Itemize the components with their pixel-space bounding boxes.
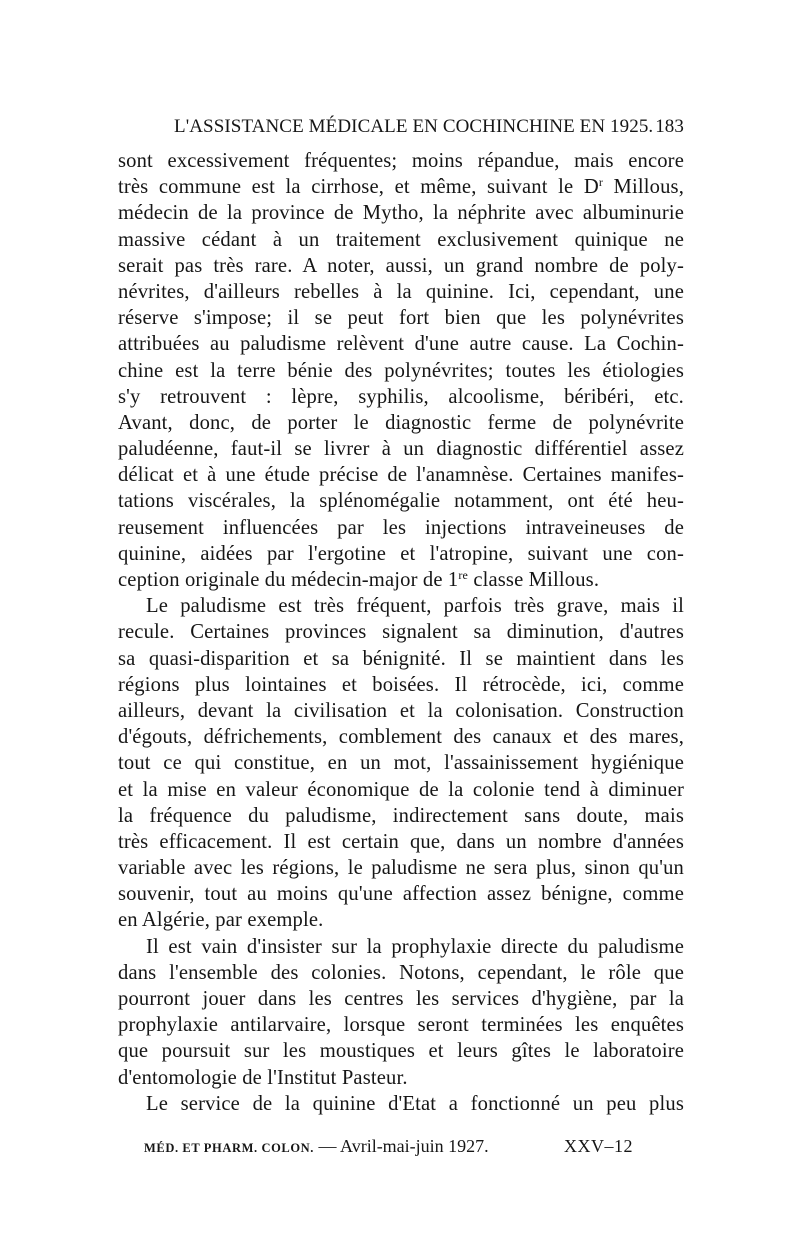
text-line: pourront jouer dans les centres les services d'hygiène, par la — [118, 988, 684, 1010]
text-line: reusement influencées par les injections intraveineuses de — [118, 516, 684, 539]
text-line: recule. Certaines provinces signalent sa diminution, d'autres — [118, 621, 684, 644]
text-line: ception originale du médecin-major de 1re classe Millous. — [118, 568, 600, 591]
text-line: névrites, d'ailleurs rebelles à la quinine. Ici, cependant, une — [118, 280, 684, 303]
text-line: dans l'ensemble des colonies. Notons, cependant, le rôle que — [118, 961, 684, 984]
superscript: r — [598, 175, 604, 190]
page-footer — [144, 1136, 674, 1162]
text-line: sa quasi-disparition et sa bénignité. Il se maintient dans les — [118, 647, 684, 670]
footer-journal: MÉD. ET PHARM. COLON. — Avril-mai-juin 1927. — [144, 1136, 489, 1156]
text-line: souvenir, tout au moins qu'une affection assez bénigne, comme — [118, 883, 684, 906]
text-line: très commune est la cirrhose, et même, suivant le $D^r$ Millous, — [118, 175, 684, 199]
text-line: Le service de la quinine d'Etat a fonctionné un peu plus — [146, 1092, 684, 1115]
text-line: la fréquence du paludisme, indirectement sans doute, mais — [118, 804, 684, 827]
page-number: 183 — [655, 116, 684, 137]
superscript: re — [458, 568, 469, 582]
text-line: réserve s'impose; il se peut fort bien que les polynévrites — [118, 307, 684, 330]
text-line: très efficacement. Il est certain que, dans un nombre d'années — [118, 830, 684, 853]
text-line: quinine, aidées par l'ergotine et l'atropine, suivant une con- — [118, 542, 684, 565]
text-line: en Algérie, par exemple. — [118, 909, 324, 932]
text-line: serait pas très rare. A noter, aussi, un grand nombre de poly- — [118, 254, 684, 277]
text-line: Il est vain d'insister sur la prophylaxie directe du paludisme — [146, 935, 684, 958]
text-line: chine est la terre bénie des polynévrites; toutes les étiologies — [118, 359, 684, 382]
signature-mark: XXV–12 — [564, 1136, 633, 1156]
text-line: massive cédant à un traitement exclusivement quinique ne — [118, 228, 684, 251]
text-line: prophylaxie antilarvaire, lorsque seront terminées les enquêtes — [118, 1014, 684, 1037]
text-line: tout ce qui constitue, en un mot, l'assainissement hygiénique — [118, 752, 684, 775]
running-title: L'ASSISTANCE MÉDICALE EN COCHINCHINE EN 1925. — [174, 116, 654, 137]
text-line: d'égouts, défrichements, comblement des canaux et des mares, — [118, 726, 684, 749]
text-line: médecin de la province de Mytho, la néphrite avec albuminurie — [118, 202, 684, 225]
text-line: régions plus lointaines et boisées. Il rétrocède, ici, comme — [118, 673, 684, 696]
text-line: délicat et à une étude précise de l'anamnèse. Certaines manifes- — [118, 464, 684, 487]
text-line: variable avec les régions, le paludisme ne sera plus, sinon qu'un — [118, 857, 684, 880]
text-line: s'y retrouvent : lèpre, syphilis, alcoolisme, béribéri, etc. — [118, 385, 684, 408]
text-line: ailleurs, devant la civilisation et la colonisation. Construction — [118, 699, 684, 722]
footer-issue: Avril-mai-juin 1927. — [340, 1136, 489, 1156]
text-line: et la mise en valeur économique de la colonie tend à diminuer — [118, 778, 684, 801]
text-line: paludéenne, faut-il se livrer à un diagnostic différentiel assez — [118, 438, 684, 461]
body-text — [118, 148, 684, 1117]
text-line: tations viscérales, la splénomégalie notamment, ont été heu- — [118, 490, 684, 513]
text-line: Avant, donc, de porter le diagnostic ferme de polynévrite — [118, 411, 684, 434]
text-line: Le paludisme est très fréquent, parfois très grave, mais il — [146, 595, 684, 618]
text-line: attribuées au paludisme relèvent d'une autre cause. La Cochin- — [118, 333, 684, 356]
text-line: d'entomologie de l'Institut Pasteur. — [118, 1066, 408, 1089]
running-head — [118, 116, 684, 146]
text-line: que poursuit sur les moustiques et leurs gîtes le laboratoire — [118, 1040, 684, 1063]
text-line: sont excessivement fréquentes; moins répandue, mais encore — [118, 150, 684, 172]
